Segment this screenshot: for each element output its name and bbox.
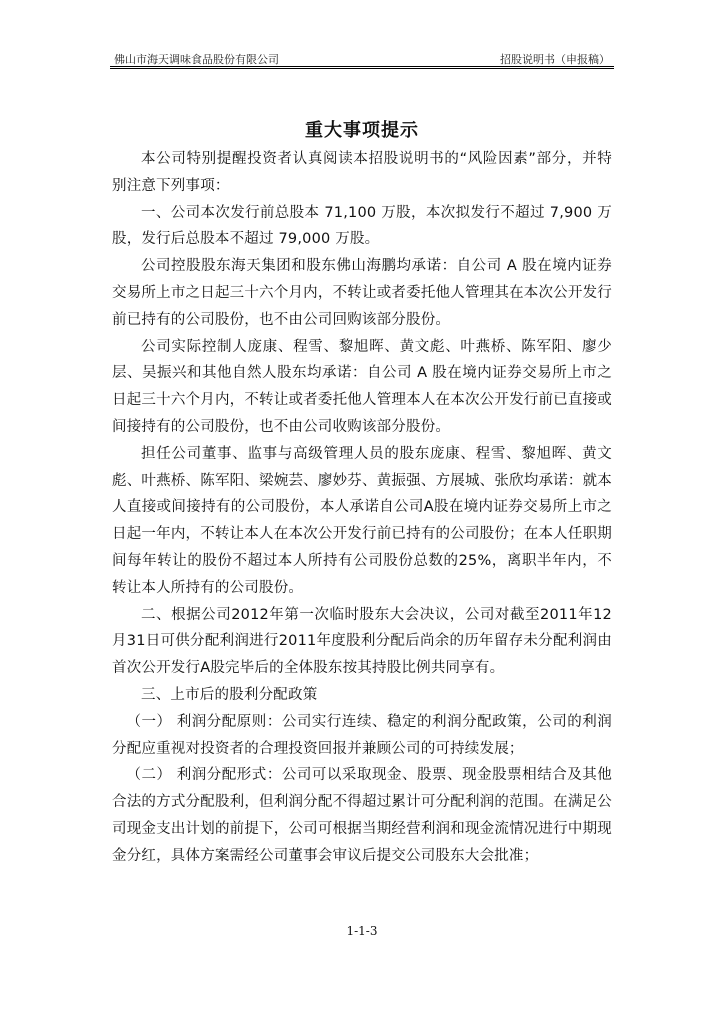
main-content <box>112 146 612 870</box>
paragraph-item-3-heading: 三、上市后的股利分配政策 <box>141 686 318 703</box>
paragraph-item-2: 二、根据公司2012年第一次临时股东大会决议，公司对截至2011年12月31日可供分配利润进行2011年度股利分配后尚余的历年留存未分配利润由首次公开发行A股完毕后的全体股东按其持股比例共同享有。 <box>112 606 612 677</box>
document-type: 招股说明书（申报稿） <box>500 53 610 66</box>
paragraph-item-1: 一、公司本次发行前总股本 71,100 万股，本次拟发行不超过 7,900 万股，发行后总股本不超过 79,000 万股。 <box>112 204 612 248</box>
header-rule-thin <box>110 68 614 69</box>
paragraph-intro: 本公司特别提醒投资者认真阅读本招股说明书的“风险因素”部分，并特别注意下列事项： <box>112 151 612 194</box>
paragraph-directors: 担任公司董事、监事与高级管理人员的股东庞康、程雪、黎旭晖、黄文彪、叶燕桥、陈军阳、梁婉芸、廖妙芬、黄振强、方展城、张欣均承诺：就本人直接或间接持有的公司股份，本人承诺自公司A股在境内证券交易所上市之日起一年内，不转让本人在本次公开发行前已持有的公司股份；在本人任职期间每年转让的股份不超过本人所持有公司股份总数的25%，离职半年内，不转让本人所持有的公司股份。 <box>112 445 612 596</box>
paragraph-actual-controllers: 公司实际控制人庞康、程雪、黎旭晖、黄文彪、叶燕桥、陈军阳、廖少层、吴振兴和其他自然人股东均承诺：自公司 A 股在境内证券交易所上市之日起三十六个月内，不转让或者委托他人管理本人在本次公开发行前已直接或间接持有的公司股份，也不由公司收购该部分股份。 <box>112 338 612 435</box>
company-name: 佛山市海天调味食品股份有限公司 <box>114 53 279 66</box>
page-number: 1-1-3 <box>346 924 378 938</box>
paragraph-sub-1: （一） 利润分配原则：公司实行连续、稳定的利润分配政策，公司的利润分配应重视对投资者的合理投资回报并兼顾公司的可持续发展； <box>112 713 612 757</box>
page-header <box>110 48 614 68</box>
paragraph-sub-2: （二） 利润分配形式：公司可以采取现金、股票、现金股票相结合及其他合法的方式分配股利，但利润分配不得超过累计可分配利润的范围。在满足公司现金支出计划的前提下，公司可根据当期经营利润和现金流情况进行中期现金分红，具体方案需经公司董事会审议后提交公司股东大会批准； <box>112 767 612 864</box>
header-rule <box>110 66 614 67</box>
paragraph-controlling-shareholder: 公司控股股东海天集团和股东佛山海鹏均承诺：自公司 A 股在境内证券交易所上市之日起三十六个月内，不转让或者委托他人管理其在本次公开发行前已持有的公司股份，也不由公司回购该部分股份。 <box>112 258 612 328</box>
page-title: 重大事项提示 <box>305 120 419 141</box>
